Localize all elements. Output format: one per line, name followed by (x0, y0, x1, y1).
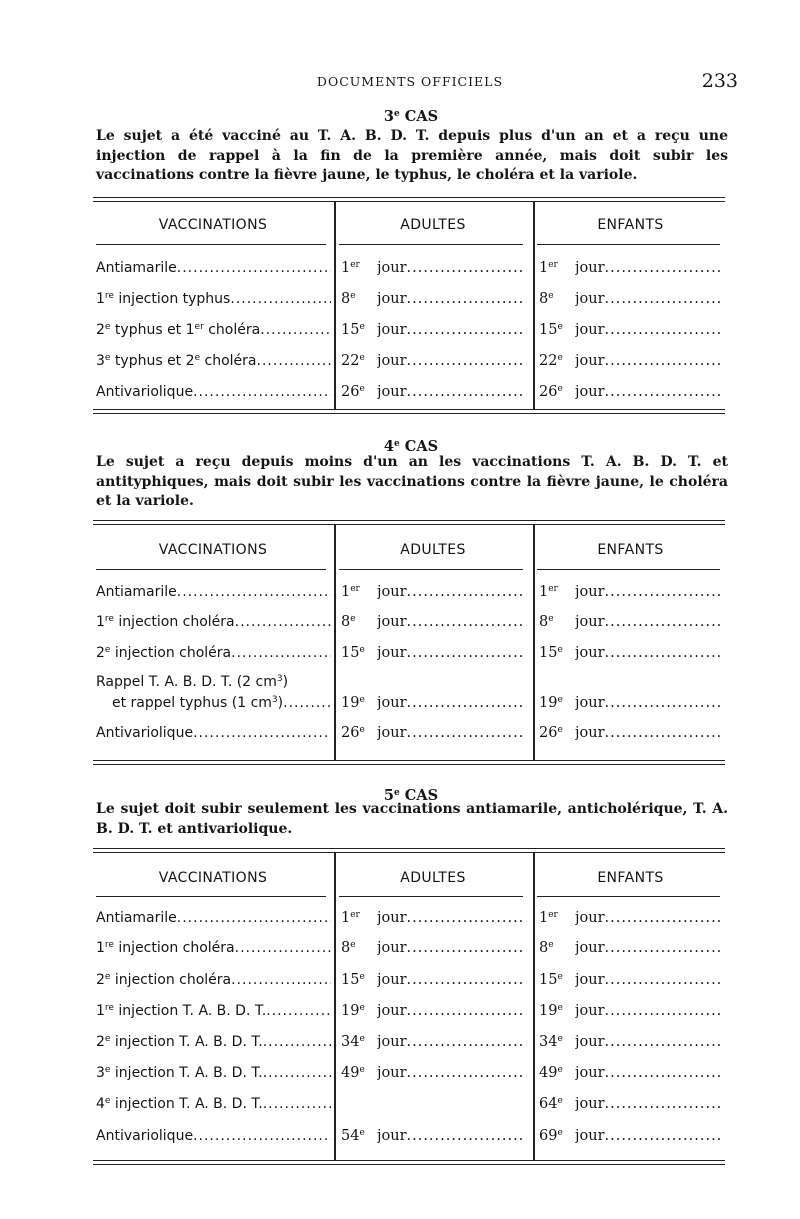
adult-day-ordinal: 15e (341, 972, 365, 988)
page-header (0, 70, 800, 94)
child-day-ordinal: 8e (539, 614, 554, 630)
case-paragraph: Le sujet a été vacciné au T. A. B. D. T. depuis plus d'un an et a reçu une injection de rappel à la fin de la première année, mais doit subir les vaccinations contre la fièvre jaune, le typhus, le choléra et la variole. (96, 128, 728, 183)
header-underline (96, 569, 326, 570)
adult-day-label: jour ..... (377, 907, 525, 929)
table-row (0, 642, 800, 664)
child-day-ordinal: 1er (539, 584, 558, 600)
vaccination-name: 4e injection T. A. B. D. T. ..... (96, 1093, 331, 1115)
child-day-label: jour ..... (575, 581, 723, 603)
child-day-label: jour ..... (575, 1031, 723, 1053)
child-day-label: jour ..... (575, 937, 723, 959)
adult-day-label: jour ..... (377, 381, 525, 403)
vaccination-name: 1re injection choléra ..... (96, 611, 331, 633)
column-header-enfants: ENFANTS (597, 870, 664, 886)
header-underline (96, 244, 326, 245)
table-row (0, 969, 800, 991)
column-header-vaccinations: VACCINATIONS (158, 870, 268, 886)
child-day-label: jour ..... (575, 1000, 723, 1022)
child-day-ordinal: 8e (539, 291, 554, 307)
child-day-label: jour ..... (575, 381, 723, 403)
column-header-adultes: ADULTES (400, 870, 466, 886)
child-day-ordinal: 49e (539, 1065, 563, 1081)
adult-day-label: jour ..... (377, 1000, 525, 1022)
column-header-enfants: ENFANTS (597, 217, 664, 233)
table-row (0, 350, 800, 372)
adult-day-ordinal: 1er (341, 584, 360, 600)
table-row (0, 257, 800, 279)
vaccination-name: Antiamarile ..... (96, 907, 331, 929)
header-underline (537, 896, 720, 897)
table-top-rule (93, 520, 725, 525)
vaccination-name: 1re injection typhus ..... (96, 288, 331, 310)
table-top-rule (93, 197, 725, 202)
child-day-label: jour ..... (575, 969, 723, 991)
table-row (0, 722, 800, 744)
table-top-rule (93, 848, 725, 853)
child-day-label: jour ..... (575, 257, 723, 279)
case-title: 5e CAS (383, 787, 439, 804)
vaccination-name: 2e injection choléra ..... (96, 642, 331, 664)
adult-day-label: jour ..... (377, 1062, 525, 1084)
vaccination-name: 2e injection choléra ..... (96, 969, 331, 991)
adult-day-ordinal: 1er (341, 260, 360, 276)
child-day-ordinal: 69e (539, 1128, 563, 1144)
vaccination-name: 3e injection T. A. B. D. T. ..... (96, 1062, 331, 1084)
table-row (0, 1031, 800, 1053)
child-day-ordinal: 64e (539, 1096, 563, 1112)
adult-day-ordinal: 15e (341, 322, 365, 338)
header-underline (96, 896, 326, 897)
case-title: 3e CAS (383, 108, 439, 125)
vaccination-name: Antiamarile ..... (96, 581, 331, 603)
child-day-ordinal: 15e (539, 972, 563, 988)
table-bottom-rule (93, 1160, 725, 1165)
vaccination-name: et rappel typhus (1 $cm^3$) ..... (112, 692, 331, 714)
child-day-ordinal: 15e (539, 322, 563, 338)
page-number: 233 (701, 70, 738, 92)
vaccination-name: 2e typhus et 1er choléra ..... (96, 319, 331, 341)
child-day-ordinal: 19e (539, 1003, 563, 1019)
adult-day-label: jour ..... (377, 1031, 525, 1053)
adult-day-label: jour ..... (377, 350, 525, 372)
table-row (0, 381, 800, 403)
adult-day-label: jour ..... (377, 319, 525, 341)
table-row (0, 692, 800, 714)
adult-day-label: jour ..... (377, 581, 525, 603)
child-day-ordinal: 1er (539, 260, 558, 276)
column-header-vaccinations: VACCINATIONS (158, 542, 268, 558)
child-day-label: jour ..... (575, 642, 723, 664)
child-day-label: jour ..... (575, 692, 723, 714)
child-day-ordinal: 1er (539, 910, 558, 926)
column-header-vaccinations: VACCINATIONS (158, 217, 268, 233)
child-day-ordinal: 34e (539, 1034, 563, 1050)
vaccination-name: Antiamarile ..... (96, 257, 331, 279)
vaccination-name: 3e typhus et 2e choléra ..... (96, 350, 331, 372)
child-day-ordinal: 22e (539, 353, 563, 369)
child-day-label: jour ..... (575, 1062, 723, 1084)
table-bottom-rule (93, 409, 725, 414)
header-underline (339, 896, 523, 897)
child-day-ordinal: 15e (539, 645, 563, 661)
table-row (0, 319, 800, 341)
child-day-ordinal: 26e (539, 725, 563, 741)
adult-day-ordinal: 15e (341, 645, 365, 661)
adult-day-ordinal: 1er (341, 910, 360, 926)
adult-day-ordinal: 26e (341, 725, 365, 741)
adult-day-ordinal: 49e (341, 1065, 365, 1081)
child-day-ordinal: 26e (539, 384, 563, 400)
adult-day-label: jour ..... (377, 611, 525, 633)
header-underline (537, 569, 720, 570)
table-row (0, 611, 800, 633)
header-underline (339, 569, 523, 570)
table-row (0, 288, 800, 310)
adult-day-label: jour ..... (377, 969, 525, 991)
adult-day-ordinal: 54e (341, 1128, 365, 1144)
table-row (0, 1000, 800, 1022)
vaccination-name: Antivariolique ..... (96, 381, 331, 403)
table-bottom-rule (93, 760, 725, 765)
child-day-label: jour ..... (575, 611, 723, 633)
table-row (0, 907, 800, 929)
vaccination-name: Rappel T. A. B. D. T. (2 $cm^3$) (96, 674, 289, 690)
child-day-label: jour ..... (575, 1093, 723, 1115)
table-row (0, 937, 800, 959)
child-day-label: jour ..... (575, 350, 723, 372)
vaccination-name: Antivariolique ..... (96, 722, 331, 744)
adult-day-label: jour ..... (377, 937, 525, 959)
adult-day-label: jour ..... (377, 288, 525, 310)
column-header-enfants: ENFANTS (597, 542, 664, 558)
child-day-ordinal: 8e (539, 940, 554, 956)
adult-day-ordinal: 8e (341, 940, 356, 956)
adult-day-ordinal: 26e (341, 384, 365, 400)
vaccination-name: 1re injection T. A. B. D. T. ..... (96, 1000, 331, 1022)
adult-day-ordinal: 8e (341, 291, 356, 307)
adult-day-label: jour ..... (377, 642, 525, 664)
child-day-label: jour ..... (575, 319, 723, 341)
vaccination-name: 1re injection choléra ..... (96, 937, 331, 959)
adult-day-ordinal: 8e (341, 614, 356, 630)
child-day-ordinal: 19e (539, 695, 563, 711)
adult-day-label: jour ..... (377, 257, 525, 279)
adult-day-label: jour ..... (377, 1125, 525, 1147)
child-day-label: jour ..... (575, 907, 723, 929)
table-row (0, 581, 800, 603)
column-header-adultes: ADULTES (400, 542, 466, 558)
vaccination-name: Antivariolique ..... (96, 1125, 331, 1147)
header-underline (537, 244, 720, 245)
adult-day-label: jour ..... (377, 722, 525, 744)
child-day-label: jour ..... (575, 288, 723, 310)
adult-day-ordinal: 34e (341, 1034, 365, 1050)
table-row (0, 1062, 800, 1084)
case-paragraph: Le sujet doit subir seulement les vaccinations antiamarile, anticholérique, T. A. B. D. T. et antivariolique. (96, 801, 728, 837)
running-title: DOCUMENTS OFFICIELS (316, 74, 504, 89)
header-underline (339, 244, 523, 245)
child-day-label: jour ..... (575, 722, 723, 744)
vaccination-name: 2e injection T. A. B. D. T. ..... (96, 1031, 331, 1053)
table-row (0, 1093, 800, 1115)
column-header-adultes: ADULTES (400, 217, 466, 233)
adult-day-ordinal: 19e (341, 695, 365, 711)
adult-day-ordinal: 19e (341, 1003, 365, 1019)
table-row (0, 1125, 800, 1147)
adult-day-ordinal: 22e (341, 353, 365, 369)
table-row-continuation (96, 671, 331, 693)
case-paragraph: Le sujet a reçu depuis moins d'un an les vaccinations T. A. B. D. T. et antityphiques, mais doit subir les vaccinations contre la fièvre jaune, le choléra et la variole. (96, 454, 728, 509)
case-title: 4e CAS (383, 438, 439, 455)
adult-day-label: jour ..... (377, 692, 525, 714)
child-day-label: jour ..... (575, 1125, 723, 1147)
